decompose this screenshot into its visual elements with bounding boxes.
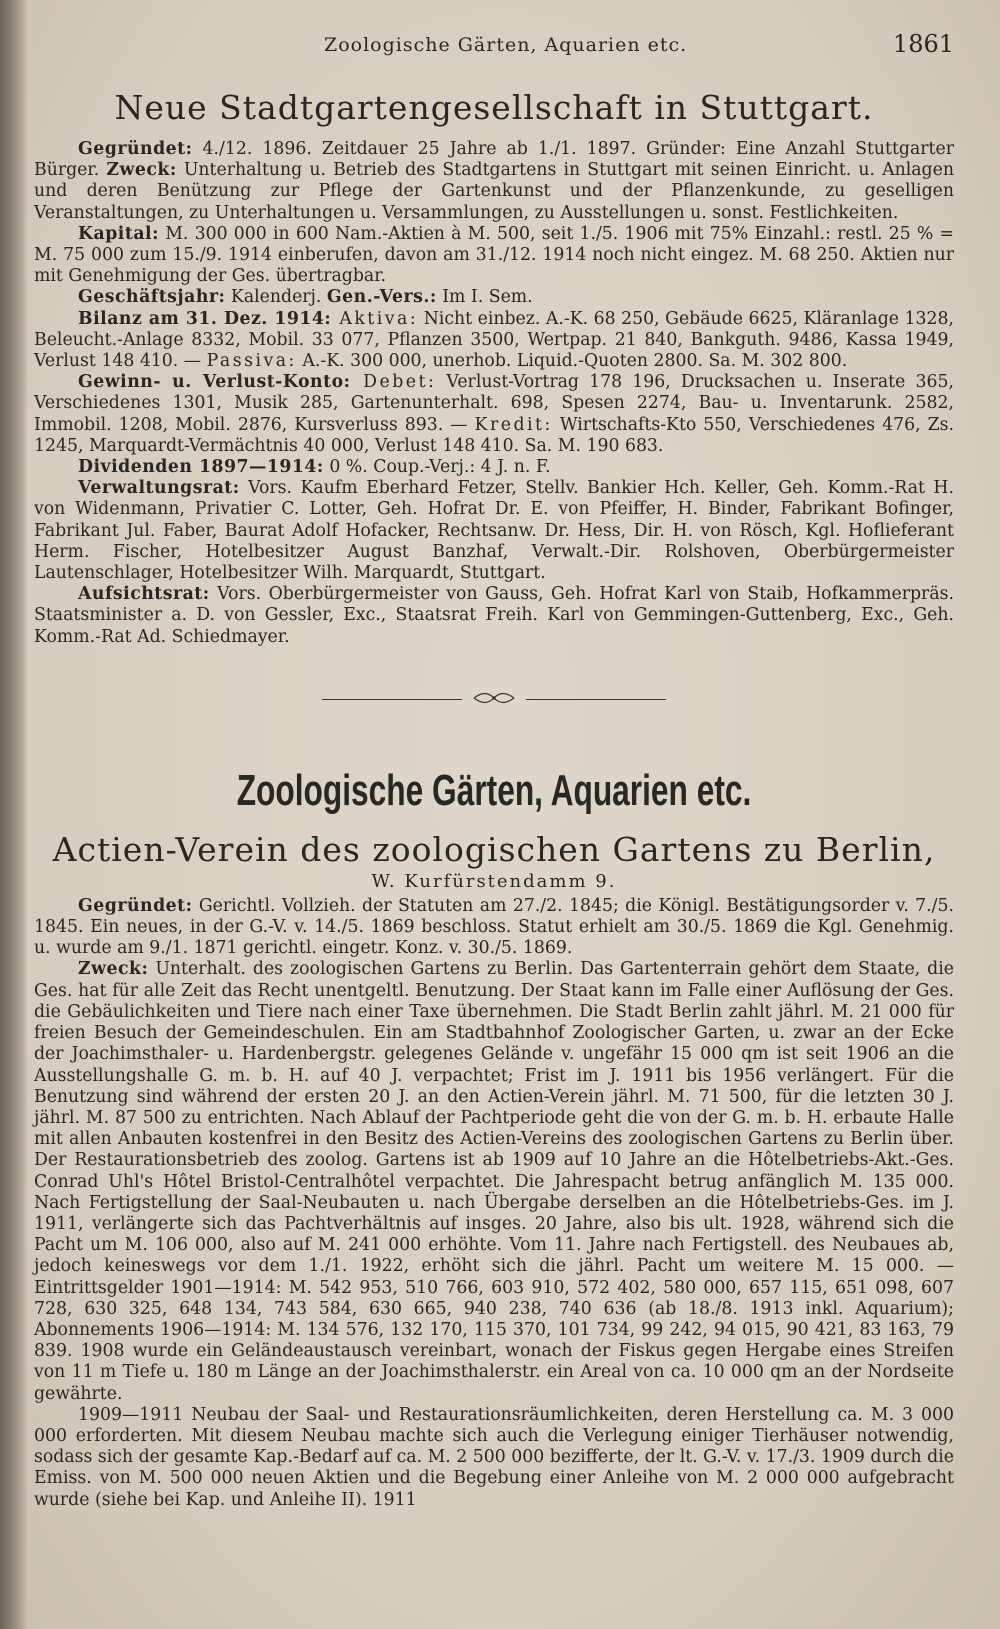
- paragraph-founded-purpose: [34, 139, 954, 224]
- label-passiva: Passiva:: [206, 351, 297, 372]
- paragraph-dividenden: [34, 457, 954, 478]
- company-address: W. Kurfürstendamm 9.: [371, 870, 617, 892]
- company-title-stuttgart: Neue Stadtgartengesellschaft in Stuttgart.: [114, 88, 874, 127]
- label-aufsichtsrat: Aufsichtsrat:: [78, 584, 210, 605]
- paragraph-aufsichtsrat: [34, 584, 954, 648]
- paragraph-verwaltungsrat: [34, 478, 954, 584]
- label-aktiva: Aktiva:: [331, 308, 419, 329]
- paragraph-berlin-gegruendet: [34, 896, 954, 960]
- text-verwaltungsrat: Vors. Kaufm Eberhard Fetzer, Stellv. Bankier Hch. Keller, Geh. Komm.-Rat H. von Widenmann, Privatier C. Lotter, Geh. Hofrat Dr. E. von Pfeiffer, H. Binder, Fabrikant Bofinger, Fabrikant Jul. Faber, Baurat Adolf Hofacker, Rechtsanw. Dr. Hess, Dir. H. von Rösch, Kgl. Hoflieferant Herm. Fischer, Hotelbesitzer August Banzhaf, Verwalt.-Dir. Rolshoven, Oberbürgermeister Lautenschlager, Hotelbesitzer Wilh. Marquardt, Stuttgart.: [34, 478, 954, 584]
- text-gen-vers: Im I. Sem.: [436, 287, 533, 308]
- paragraph-kapital: [34, 224, 954, 288]
- text-gegruendet: 4./12. 1896. Zeitdauer 25 Jahre ab 1./1. 1897. Gründer: Eine Anzahl Stuttgarter Bürger.: [34, 139, 954, 181]
- label-zweck: Zweck:: [106, 160, 177, 181]
- running-title: Zoologische Gärten, Aquarien etc.: [324, 34, 688, 56]
- paragraph-geschaeftsjahr: [34, 287, 954, 308]
- paragraph-berlin-zweck: [34, 959, 954, 1404]
- running-header: [34, 28, 954, 68]
- text-kapital: M. 300 000 in 600 Nam.-Aktien à M. 500, seit 1./5. 1906 mit 75% Einzahl.: restl. 25 % = M. 75 000 zum 15./9. 1914 einberufen, davon am 31./12. 1914 noch nicht eingez. M. 68 250. Aktien nur mit Genehmigung der Ges. übertragbar.: [34, 223, 954, 287]
- label-kapital: Kapital:: [78, 223, 159, 244]
- label-gewinn-verlust: Gewinn- u. Verlust-Konto:: [78, 372, 351, 393]
- label-geschaeftsjahr: Geschäftsjahr:: [78, 287, 226, 308]
- paragraph-berlin-neubau: 1909—1911 Neubau der Saal- und Restaurationsräumlichkeiten, deren Herstellung ca. M. 3 000 000 erforderten. Mit diesem Neubau machte sich auch die Verlegung einiger Tierhäuser notwendig, sodass sich der gesamte Kap.-Bedarf auf ca. M. 2 500 000 bezifferte, der lt. G.-V. v. 17./3. 1909 durch die Emiss. von M. 500 000 neuen Aktien und die Begebung einer Anleihe von M. 2 000 000 aufgebracht wurde (siehe bei Kap. und Anleihe II). 1911: [34, 1404, 954, 1510]
- label-berlin-zweck: Zweck:: [78, 959, 149, 980]
- section-heading: Zoologische Gärten, Aquarien etc.: [236, 765, 752, 815]
- text-debet: Verlust-Vortrag 178 196, Drucksachen u. Inserate 365, Verschiedenes 1301, Musik 285, Gartenunterhalt. 698, Spesen 2274, Bau- u. Inventarunk. 2582, Immobil. 1208, Mobil. 2876, Kursverluss 893. —: [34, 372, 954, 435]
- ornamental-divider: [34, 692, 954, 708]
- label-kredit: Kredit:: [474, 414, 553, 435]
- divider-line-left: [322, 699, 462, 700]
- text-geschaeftsjahr: Kalenderj.: [225, 287, 327, 308]
- label-bilanz: Bilanz am 31. Dez. 1914:: [78, 308, 332, 329]
- label-gegruendet: Gegründet:: [78, 139, 193, 159]
- text-berlin-zweck: Unterhalt. des zoologischen Gartens zu Berlin. Das Gartenterrain gehört dem Staate, die Ges. hat für alle Zeit das Recht unentgeltl. Benutzung. Der Staat kann im Falle einer Auflösung der Ges. die Gebäulichkeiten und Tiere nach einer Taxe übernehmen. Die Stadt Berlin zahlt jährl. M. 21 000 für freien Besuch der Gemeindeschulen. Ein am Stadtbahnhof Zoologischer Garten, u. zwar an der Ecke der Joachimsthaler- u. Hardenbergstr. gelegenes Gelände v. ungefähr 15 000 qm ist seit 1906 an die Ausstellungshalle G. m. b. H. auf 40 J. verpachtet; Frist im J. 1911 bis 1956 verlängert. Für die Benutzung sind während der ersten 20 J. an den Actien-Verein jährl. M. 71 500, für die letzten 30 J. jährl. M. 87 500 zu entrichten. Nach Ablauf der Pachtperiode geht die von der G. m. b. H. erbaute Halle mit allen Anbauten kostenfrei in den Besitz des Actien-Vereins des zoologischen Gartens zu Berlin über. Der Restaurationsbetrieb des zoolog. Gartens ist ab 1909 auf 10 Jahre an die Hôtelbetriebs-Akt.-Ges. Conrad Uhl's Hôtel Bristol-Centralhôtel verpachtet. Die Jahrespacht betrug anfänglich M. 135 000. Nach Fertigstellung der Saal-Neubauten u. nach Übergabe derselben an die Hôtelbetriebs-Ges. im J. 1911, verlängerte sich das Pachtverhältnis auf insges. 20 Jahre, also bis ult. 1928, während sich die Pacht um M. 106 000, also auf M. 241 000 erhöhte. Vom 11. Jahre nach Fertigstell. des Neubaues ab, jedoch keineswegs vor dem 1./1. 1922, erhöht sich die jährl. Pacht um weitere M. 15 000. — Eintrittsgelder 1901—1914: M. 542 953, 510 766, 603 910, 572 402, 580 000, 657 115, 651 098, 607 728, 630 325, 648 134, 743 584, 630 665, 940 238, 740 636 (ab 18./8. 1913 inkl. Aquarium); Abonnements 1906—1914: M. 134 576, 132 170, 115 370, 101 734, 99 242, 94 015, 90 421, 83 163, 79 839. 1908 wurde ein Geländeaustausch vereinbart, wonach der Fiskus gegen Hergabe eines Streifen von 11 m Tiefe u. 180 m Länge an der Joachimsthalerstr. ein Areal von ca. 10 000 qm an der Nordseite gewährte.: [34, 959, 954, 1404]
- paragraph-bilanz: [34, 309, 954, 373]
- text-dividenden: 0 %. Coup.-Verj.: 4 J. n. F.: [323, 457, 551, 478]
- text-passiva: A.-K. 300 000, unerhob. Liquid.-Quoten 2800. Sa. M. 302 800.: [296, 351, 848, 372]
- text-zweck: Unterhaltung u. Betrieb des Stadtgartens in Stuttgart mit seinen Einricht. u. Anlagen und deren Benützung zur Pflege der Gartenkunst und der Pflanzenkunde, zu geselligen Veranstaltungen, zu Unterhaltungen u. Versammlungen, zu Ausstellungen u. sonst. Festlichkeiten.: [34, 160, 954, 223]
- divider-line-right: [526, 699, 666, 700]
- text-berlin-gegruendet: Gerichtl. Vollzieh. der Statuten am 27./2. 1845; die Königl. Bestätigungsorder v. 7./5. 1845. Ein neues, in der G.-V. v. 14./5. 1869 beschloss. Statut erhielt am 30./5. 1869 die Kgl. Genehmig. u. wurde am 9./1. 1871 gerichtl. eingetr. Konz. v. 30./5. 1869.: [34, 895, 954, 959]
- book-spine-shadow: [0, 0, 28, 1629]
- ornament-icon: [472, 692, 516, 708]
- company-title-berlin: Actien-Verein des zoologischen Gartens zu Berlin,: [52, 829, 936, 869]
- page-content: [34, 28, 954, 1511]
- text-kredit: Wirtschafts-Kto 550, Verschiedenes 476, Zs. 1245, Marquardt-Vermächtnis 40 000, Verlust 148 410. Sa. M. 190 683.: [34, 414, 954, 456]
- label-berlin-gegruendet: Gegründet:: [78, 895, 193, 916]
- paragraph-gewinn-verlust: [34, 372, 954, 457]
- label-gen-vers: Gen.-Vers.:: [326, 287, 437, 308]
- label-dividenden: Dividenden 1897—1914:: [78, 457, 324, 478]
- label-debet: Debet:: [350, 372, 437, 393]
- text-aufsichtsrat: Vors. Oberbürgermeister von Gauss, Geh. Hofrat Karl von Staib, Hofkammerpräs. Staatsminister a. D. von Gessler, Exc., Staatsrat Freih. Karl von Gemmingen-Guttenberg, Exc., Geh. Komm.-Rat Ad. Schiedmayer.: [34, 584, 954, 647]
- text-aktiva: Nicht einbez. A.-K. 68 250, Gebäude 6625, Kläranlage 1328, Beleucht.-Anlage 8332, Mobil. 33 077, Pflanzen 3500, Wertpap. 21 840, Bankguth. 9486, Kassa 1949, Verlust 148 410. —: [34, 308, 955, 372]
- label-verwaltungsrat: Verwaltungsrat:: [78, 478, 240, 499]
- page-number: 1861: [892, 30, 954, 58]
